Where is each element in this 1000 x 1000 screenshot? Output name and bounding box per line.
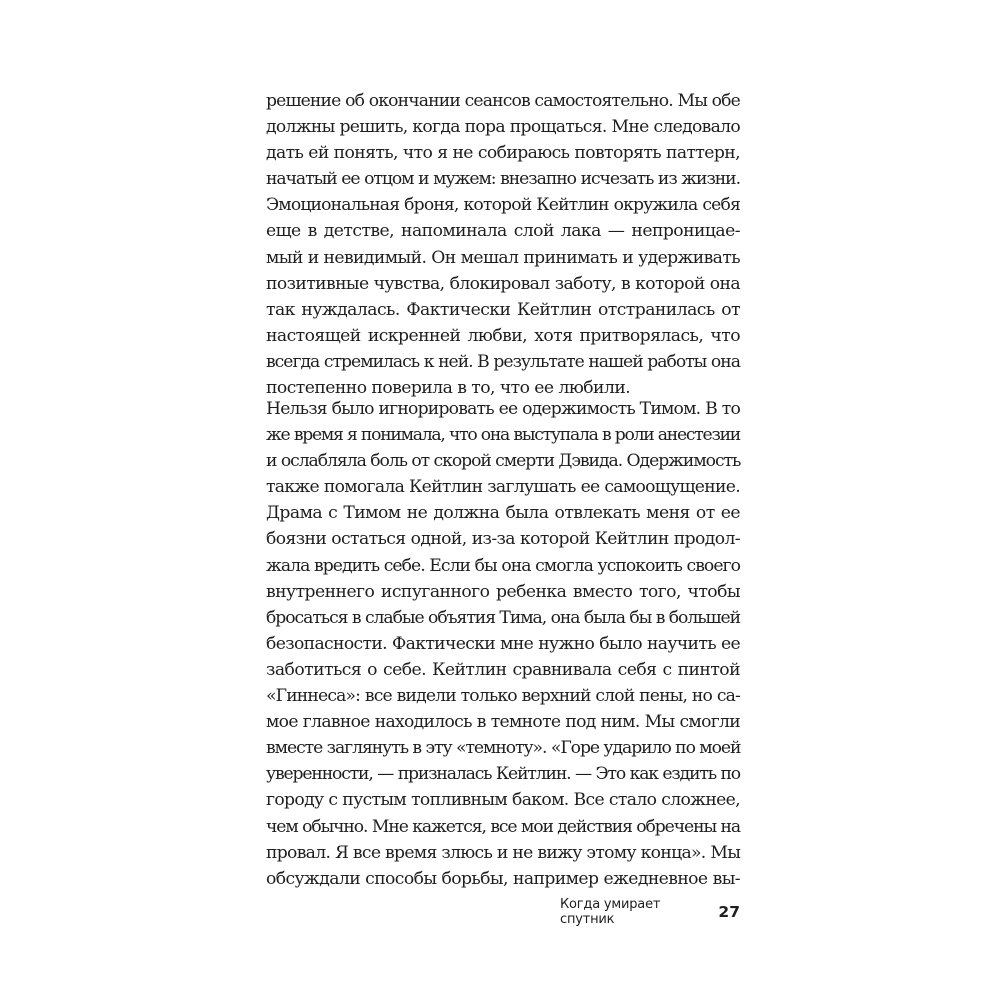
text-line: «Гиннеса»: все видели только верхний слой пены, но са- <box>266 686 740 707</box>
text-line: заботиться о себе. Кейтлин сравнивала себя с пинтой <box>266 659 740 680</box>
paragraph-2 <box>266 396 740 892</box>
text-line: обсуждали способы борьбы, например ежедневное вы- <box>266 868 740 889</box>
text-line: провал. Я все время злюсь и не вижу этому конца». Мы <box>266 842 741 863</box>
text-line: же время я понимала, что она выступала в роли анестезии <box>266 425 740 446</box>
text-line: жала вредить себе. Если бы она смогла успокоить своего <box>266 555 740 576</box>
text-line: Драма с Тимом не должна была отвлекать меня от ее <box>266 503 740 524</box>
running-title: Когда умирает спутник <box>560 897 661 927</box>
running-footer <box>560 897 740 927</box>
text-line: настоящей искренней любви, хотя притворялась, что <box>266 325 740 346</box>
text-line: уверенности, — призналась Кейтлин. — Это как ездить по <box>266 764 740 785</box>
text-line: постепенно поверила в то, что ее любили. <box>266 378 631 399</box>
text-line: бросаться в слабые объятия Тима, она была бы в большей <box>266 607 740 628</box>
text-line: еще в детстве, напоминала слой лака — непроницае- <box>266 221 740 242</box>
text-line: решение об окончании сеансов самостоятельно. Мы обе <box>266 91 740 111</box>
text-line: внутреннего испуганного ребенка вместо того, чтобы <box>266 581 740 602</box>
text-line: дать ей понять, что я не собираюсь повторять паттерн, <box>266 143 740 164</box>
paragraph-1 <box>266 88 740 401</box>
text-line: мый и невидимый. Он мешал принимать и удерживать <box>266 247 740 268</box>
text-line: так нуждалась. Фактически Кейтлин отстранилась от <box>266 299 740 320</box>
text-line: боязни остаться одной, из-за которой Кейтлин продол- <box>266 529 740 550</box>
text-line: начатый ее отцом и мужем: внезапно исчезать из жизни. <box>266 169 740 190</box>
text-line: позитивные чувства, блокировал заботу, в которой она <box>266 273 740 294</box>
text-line: городу с пустым топливным баком. Все стало сложнее, <box>266 790 740 811</box>
text-line: всегда стремилась к ней. В результате нашей работы она <box>266 351 740 372</box>
text-line: вместе заглянуть в эту «темноту». «Горе ударило по моей <box>266 738 741 759</box>
text-line: Эмоциональная броня, которой Кейтлин окружила себя <box>266 195 740 216</box>
text-line: и ослабляла боль от скорой смерти Дэвида. Одержимость <box>266 451 741 472</box>
text-line: Нельзя было игнорировать ее одержимость Тимом. В то <box>266 399 740 419</box>
text-line: мое главное находилось в темноте под ним. Мы смогли <box>266 712 740 733</box>
page-number: 27 <box>718 903 740 921</box>
text-line: безопасности. Фактически мне нужно было научить ее <box>266 633 740 654</box>
text-line: также помогала Кейтлин заглушать ее самоощущение. <box>266 477 740 498</box>
text-line: чем обычно. Мне кажется, все мои действия обречены на <box>266 816 740 837</box>
text-line: должны решить, когда пора прощаться. Мне следовало <box>266 117 740 138</box>
